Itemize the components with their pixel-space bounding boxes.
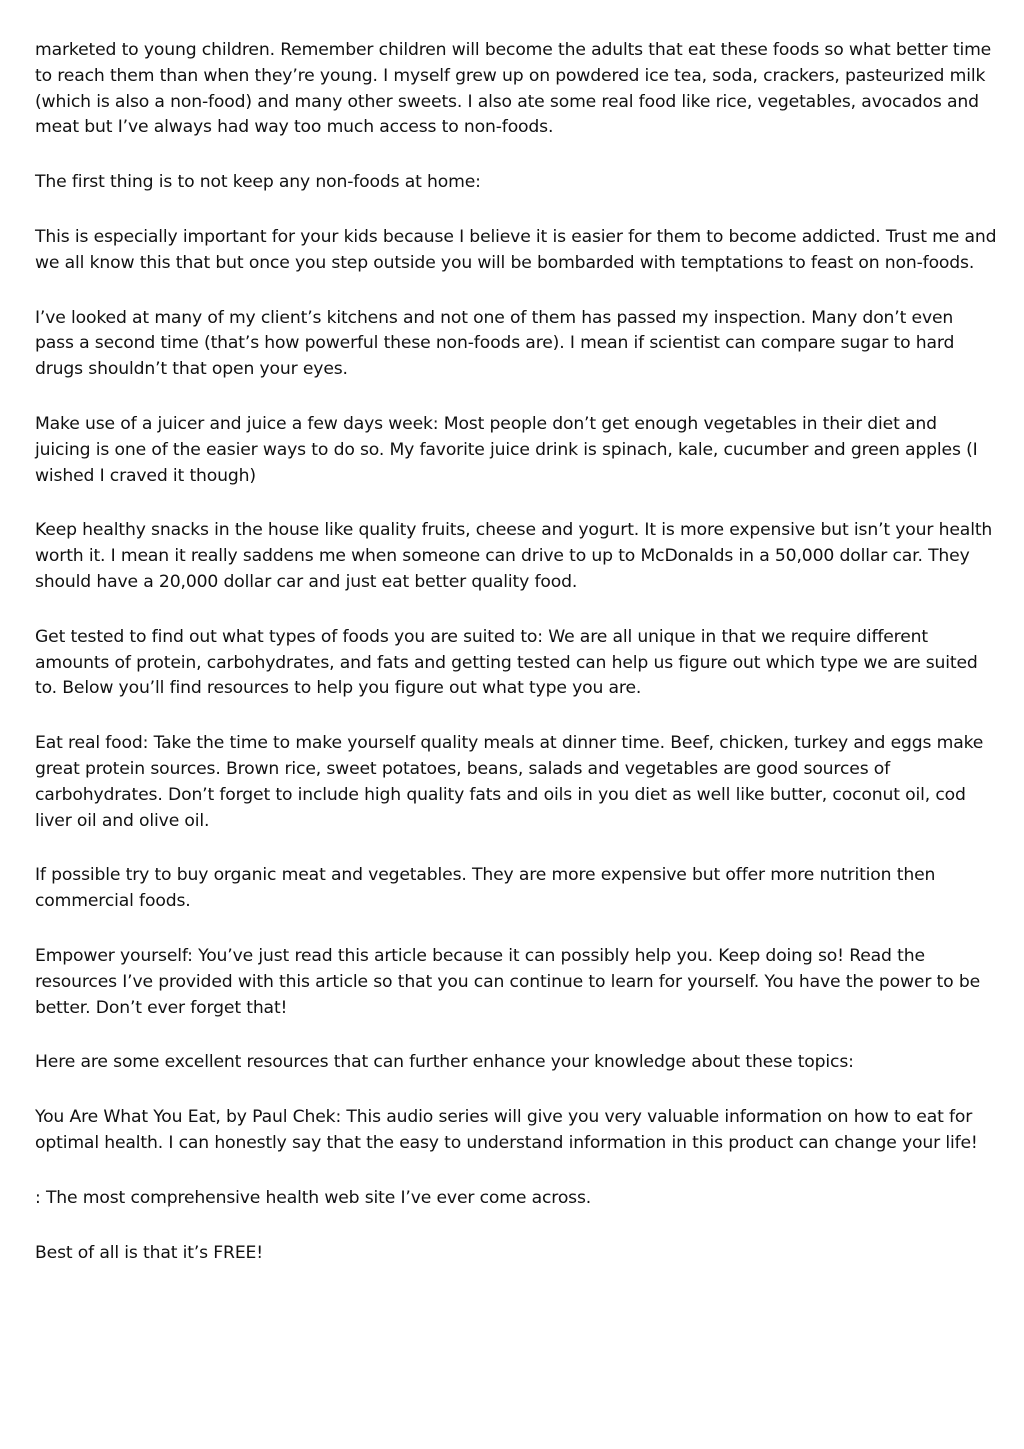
paragraph-get-tested: Get tested to find out what types of foods you are suited to: We are all unique in that we require different amounts of protein, carbohydrates, and fats and getting tested can help us figure out which type we are suited to. Below you’ll find resources to help you figure out what type you are.: [35, 626, 978, 699]
paragraph-juicing: Make use of a juicer and juice a few days week: Most people don’t get enough vegetables in their diet and juicing is one of the easier ways to do so. My favorite juice drink is spinach, kale, cucumber and green apples (I wished I craved it though): [35, 413, 978, 486]
paragraph-resource-paul-chek: You Are What You Eat, by Paul Chek: This audio series will give you very valuable information on how to eat for optimal health. I can honestly say that the easy to understand information in this product can change your life!: [35, 1107, 978, 1153]
paragraph-resource-website: : The most comprehensive health web site I’ve ever come across.: [35, 1187, 592, 1208]
paragraph-intro-continued: marketed to young children. Remember children will become the adults that eat these foods so what better time to reach them than when they’re young. I myself grew up on powdered ice tea, soda, crackers, pasteurized milk (which is also a non-food) and many other sweets. I also ate some real food like rice, vegetables, avocados and meat but I’ve always had way too much access to non-foods.: [35, 40, 992, 138]
paragraph-eat-real-food: Eat real food: Take the time to make yourself quality meals at dinner time. Beef, chicken, turkey and eggs make great protein sources. Brown rice, sweet potatoes, beans, salads and vegetables are good sources of carbohydrates. Don’t forget to include high quality fats and oils in you diet as well like butter, coconut oil, cod liver oil and olive oil.: [35, 733, 984, 831]
paragraph-organic: If possible try to buy organic meat and vegetables. They are more expensive but offer more nutrition then commercial foods.: [35, 865, 936, 912]
article-body: [35, 38, 997, 1295]
paragraph-first-thing: The first thing is to not keep any non-foods at home:: [35, 172, 481, 193]
paragraph-resources-intro: Here are some excellent resources that can further enhance your knowledge about these topics:: [35, 1052, 854, 1073]
paragraph-empower-yourself: Empower yourself: You’ve just read this article because it can possibly help you. Keep doing so! Read the resources I’ve provided with this article so that you can continue to learn for yourself. You have the power to be better. Don’t ever forget that!: [35, 945, 981, 1018]
paragraph-kids-addiction: This is especially important for your kids because I believe it is easier for them to become addicted. Trust me and we all know this that but once you step outside you will be bombarded with temptations to feast on non-foods.: [35, 226, 997, 273]
paragraph-best-of-all: Best of all is that it’s FREE!: [35, 1242, 263, 1263]
paragraph-kitchen-inspection: I’ve looked at many of my client’s kitchens and not one of them has passed my inspection. Many don’t even pass a second time (that’s how powerful these non-foods are). I mean if scientist can compare sugar to hard drugs shouldn’t that open your eyes.: [35, 307, 955, 380]
paragraph-healthy-snacks: Keep healthy snacks in the house like quality fruits, cheese and yogurt. It is more expensive but isn’t your health worth it. I mean it really saddens me when someone can drive to up to McDonalds in a 50,000 dollar car. They should have a 20,000 dollar car and just eat better quality food.: [35, 520, 993, 592]
